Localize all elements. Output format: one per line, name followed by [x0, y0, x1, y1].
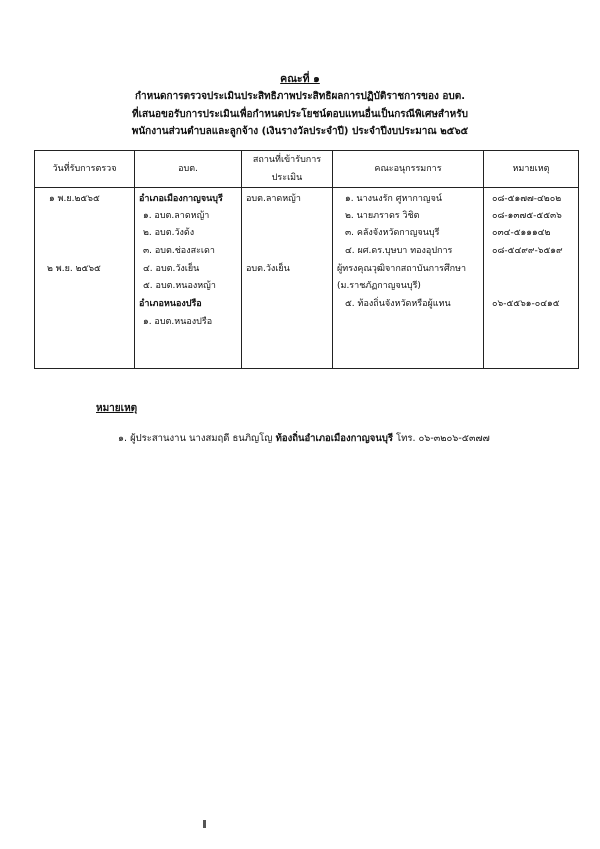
- phone-number: ๐๖-๕๕๖๑-๐๔๑๕: [492, 299, 560, 309]
- committee-member: ๔. ผศ.ดร.บุษบา ทองอุปการ: [345, 246, 453, 256]
- org-item: ๕. อบต.หนองหญ้า: [143, 281, 216, 291]
- committee-title: คณะที่ ๑: [280, 73, 320, 85]
- org-item: ๒. อบต.วังด้ง: [143, 228, 195, 238]
- org-item: ๔. อบต.วังเย็น: [143, 264, 200, 274]
- phone-number: ๐๘-๕๔๙๙-๖๕๑๙: [492, 246, 563, 256]
- note-coordinator: ๑. ผู้ประสานงาน นางสมฤดี ธนภิญโญ: [118, 433, 273, 444]
- committee-cell: [333, 188, 484, 369]
- header-note: หมายเหตุ: [484, 151, 579, 188]
- date-cell: [35, 188, 135, 369]
- table-row: [35, 188, 579, 369]
- header-place-line-2: ประเมิน: [271, 173, 303, 183]
- place-entry: อบต.วังเย็น: [246, 264, 290, 274]
- heading-line-3: พนักงานส่วนตำบลและลูกจ้าง (เงินรางวัลประจำปี) ประจำปีงบประมาณ ๒๕๖๕: [131, 126, 469, 137]
- org-item: ๑. อบต.หนองปรือ: [143, 317, 213, 327]
- committee-member-detail: ผู้ทรงคุณวุฒิจากสถาบันการศึกษา: [337, 264, 467, 274]
- header-committee: คณะอนุกรรมการ: [333, 151, 484, 188]
- note-item: [118, 431, 490, 446]
- org-cell: [135, 188, 242, 369]
- phone-number: ๐๓๔-๕๑๑๑๔๒: [492, 228, 551, 238]
- notes-title: หมายเหตุ: [96, 403, 138, 414]
- header-date: วันที่รับการตรวจ: [35, 151, 135, 188]
- heading-line-1: กำหนดการตรวจประเมินประสิทธิภาพประสิทธิผลการปฏิบัติราชการของ อบต.: [134, 91, 466, 102]
- org-item: ๑. อบต.ลาดหญ้า: [143, 211, 210, 221]
- org-item: ๓. อบต.ช่องสะเดา: [143, 246, 215, 256]
- committee-member-detail: (ม.ราชภัฏกาญจนบุรี): [337, 281, 421, 291]
- header-place: [242, 151, 333, 188]
- committee-member: ๕. ท้องถิ่นจังหวัดหรือผู้แทน: [345, 299, 451, 309]
- district-heading: อำเภอหนองปรือ: [139, 299, 202, 309]
- note-phone: โทร. ๐๖-๓๒๐๖-๕๓๗๗: [392, 433, 490, 444]
- scan-mark: [203, 820, 206, 828]
- committee-member: ๒. นายภราดร วิชิต: [345, 211, 420, 221]
- phone-number: ๐๘-๕๑๗๗-๔๒๐๒: [492, 194, 562, 204]
- committee-member: ๑. นางนงรัก ศูหากาญจน์: [345, 194, 443, 204]
- schedule-table: [34, 150, 579, 369]
- date-entry: ๑ พ.ย.๒๕๖๕: [49, 194, 100, 204]
- heading-line-2: ที่เสนอขอรับการประเมินเพื่อกำหนดประโยชน์ตอบแทนอื่นเป็นกรณีพิเศษสำหรับ: [132, 109, 468, 120]
- committee-member: ๓. คลังจังหวัดกาญจนบุรี: [345, 228, 440, 238]
- phone-cell: [484, 188, 579, 369]
- date-entry: ๒ พ.ย. ๒๕๖๕: [47, 264, 101, 274]
- table-header-row: [35, 151, 579, 188]
- district-heading: อำเภอเมืองกาญจนบุรี: [139, 194, 223, 204]
- header-place-line-1: สถานที่เข้ารับการ: [252, 155, 322, 165]
- header-org: อบต.: [135, 151, 242, 188]
- note-office: ท้องถิ่นอำเภอเมืองกาญจนบุรี: [272, 433, 393, 444]
- place-cell: [242, 188, 333, 369]
- place-entry: อบต.ลาดหญ้า: [246, 194, 301, 204]
- phone-number: ๐๘-๑๓๗๕-๕๕๓๖: [492, 211, 562, 221]
